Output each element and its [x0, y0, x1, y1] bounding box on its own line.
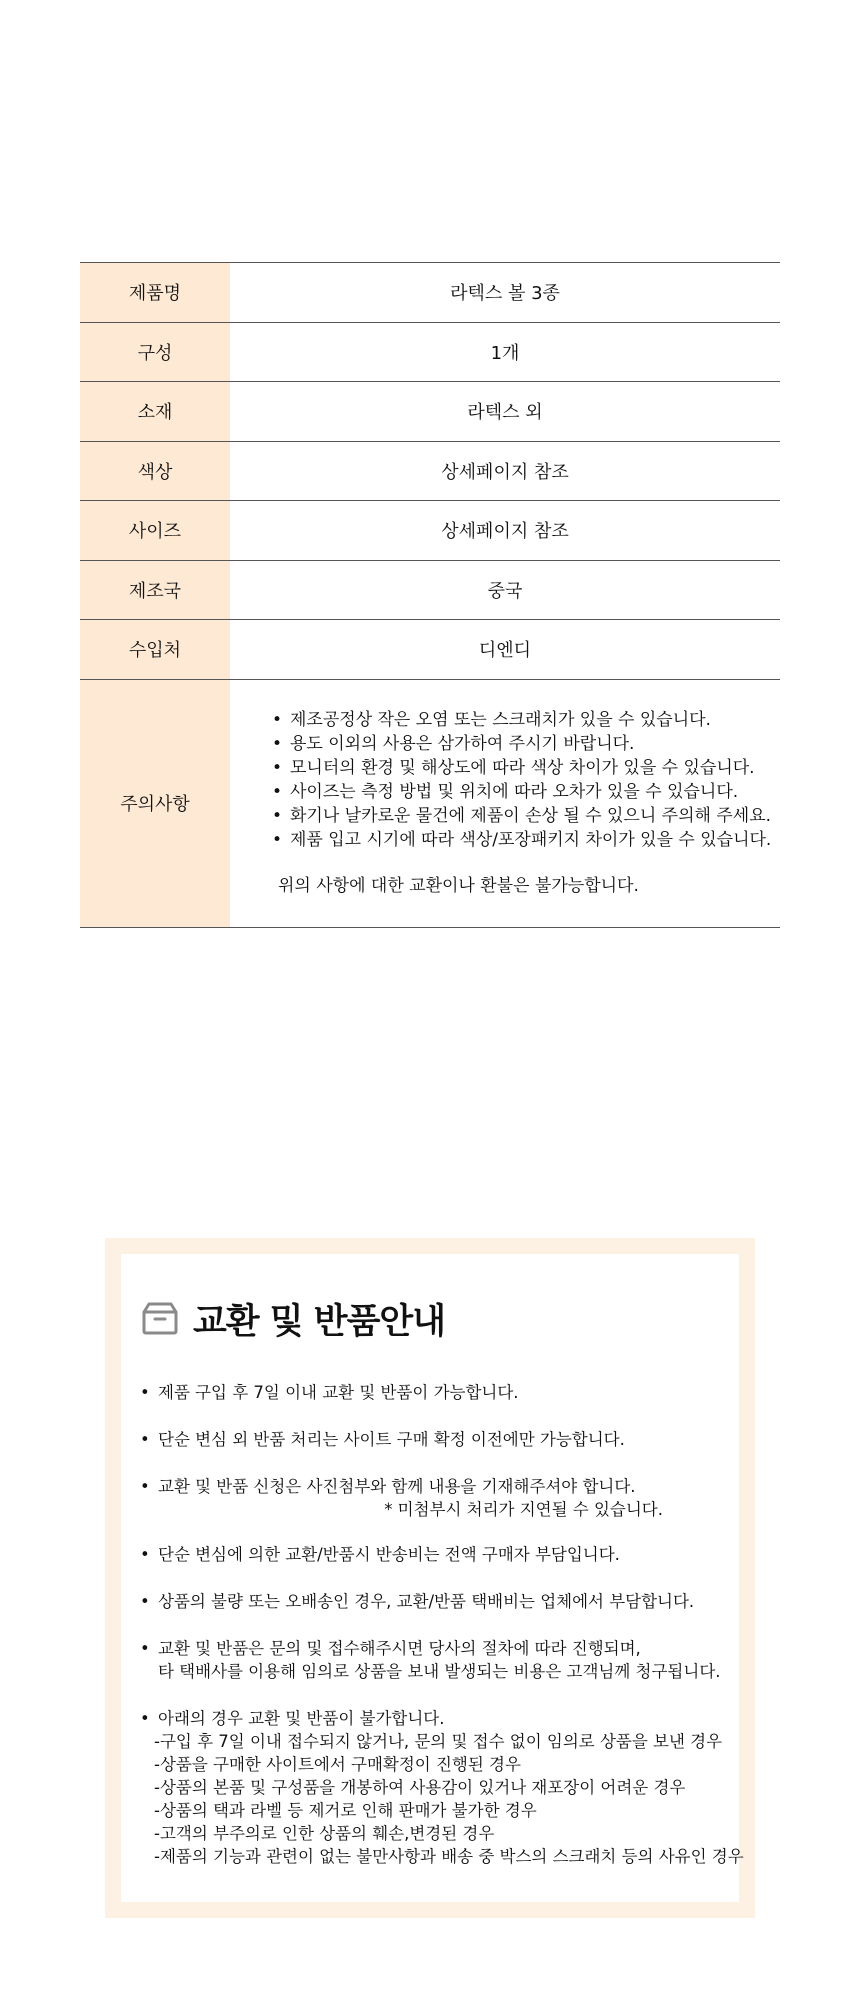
- exchange-header: [141, 1294, 445, 1344]
- exclusion-item: -고객의 부주의로 인한 상품의 훼손,변경된 경우: [154, 1824, 495, 1843]
- spec-row-country: [80, 560, 780, 620]
- spec-label: 구성: [80, 322, 230, 382]
- exchange-item: • 단순 변심 외 반품 처리는 사이트 구매 확정 이전에만 가능합니다.: [140, 1428, 740, 1451]
- exclusion-item: -제품의 기능과 관련이 없는 불만사항과 배송 중 박스의 스크래치 등의 사유인 경우: [154, 1847, 744, 1866]
- exchange-list: [140, 1381, 744, 1892]
- precaution-item: • 화기나 날카로운 물건에 제품이 손상 될 수 있으니 주의해 주세요.: [272, 804, 780, 828]
- spec-value: 라텍스 볼 3종: [230, 263, 780, 323]
- spec-label: 주의사항: [80, 679, 230, 927]
- exchange-item: • 상품의 불량 또는 오배송인 경우, 교환/반품 택배비는 업체에서 부담합니다.: [140, 1590, 740, 1613]
- spec-value: 중국: [230, 560, 780, 620]
- spec-label: 제품명: [80, 263, 230, 323]
- exchange-item: • 제품 구입 후 7일 이내 교환 및 반품이 가능합니다.: [140, 1381, 740, 1404]
- spec-label: 제조국: [80, 560, 230, 620]
- exclusion-item: -상품의 택과 라벨 등 제거로 인해 판매가 불가한 경우: [154, 1801, 537, 1820]
- box-icon: [141, 1298, 193, 1340]
- spec-row-precautions: [80, 679, 780, 927]
- exchange-title: 교환 및 반품안내: [193, 1302, 446, 1342]
- precaution-item: • 제품 입고 시기에 따라 색상/포장패키지 차이가 있을 수 있습니다.: [272, 828, 780, 852]
- spec-row-importer: [80, 620, 780, 680]
- spec-label: 수입처: [80, 620, 230, 680]
- exchange-item: • 교환 및 반품은 문의 및 접수해주시면 당사의 절차에 따라 진행되며, 타 택배사를 이용해 임의로 상품을 보내 발생되는 비용은 고객님께 청구됩니다.: [140, 1637, 740, 1683]
- exchange-return-content: [121, 1254, 744, 1902]
- spec-row-color: [80, 441, 780, 501]
- precautions-cell: [230, 679, 780, 927]
- exchange-item: • 아래의 경우 교환 및 반품이 불가합니다. -구입 후 7일 이내 접수되지 않거나, 문의 및 접수 없이 임의로 상품을 보낸 경우 -상품을 구매한 사이트에서 구매확정이 진행된 경우 -상품의 본품 및 구성품을 개봉하여 사용감이 있거나 재포장이 어려운 경우 -상품의 택과 라벨 등 제거로 인해 판매가 불가한 경우 -고객의 부주의로 인한 상품의 훼손,변경된 경우 -제품의 기능과 관련이 없는 불만사항과 배송 중 박스의 스크래치 등의 사유인 경우: [140, 1707, 740, 1868]
- spec-row-material: [80, 382, 780, 442]
- exchange-item: • 교환 및 반품 신청은 사진첨부와 함께 내용을 기재해주셔야 합니다. * 미첨부시 처리가 지연될 수 있습니다.: [140, 1475, 740, 1521]
- exclusion-item: -구입 후 7일 이내 접수되지 않거나, 문의 및 접수 없이 임의로 상품을 보낸 경우: [154, 1732, 723, 1751]
- spec-value: 상세페이지 참조: [230, 501, 780, 561]
- spec-row-name: [80, 263, 780, 323]
- precaution-item: • 제조공정상 작은 오염 또는 스크래치가 있을 수 있습니다.: [272, 708, 780, 732]
- spec-value: 상세페이지 참조: [230, 441, 780, 501]
- spec-row-composition: [80, 322, 780, 382]
- precautions-list: [230, 708, 780, 852]
- exclusion-item: -상품을 구매한 사이트에서 구매확정이 진행된 경우: [154, 1755, 521, 1774]
- exchange-item-note: * 미첨부시 처리가 지연될 수 있습니다.: [384, 1500, 663, 1519]
- precaution-item: • 용도 이외의 사용은 삼가하여 주시기 바랍니다.: [272, 732, 780, 756]
- spec-label: 색상: [80, 441, 230, 501]
- product-spec-table: [80, 262, 780, 928]
- spec-value: 디엔디: [230, 620, 780, 680]
- exchange-item-line2: 타 택배사를 이용해 임의로 상품을 보내 발생되는 비용은 고객님께 청구됩니다.: [158, 1662, 721, 1681]
- exchange-return-panel: [105, 1238, 755, 1918]
- precautions-footer: 위의 사항에 대한 교환이나 환불은 불가능합니다.: [278, 876, 639, 896]
- exclusion-item: -상품의 본품 및 구성품을 개봉하여 사용감이 있거나 재포장이 어려운 경우: [154, 1778, 686, 1797]
- spec-value: 라텍스 외: [230, 382, 780, 442]
- spec-row-size: [80, 501, 780, 561]
- exchange-item: • 단순 변심에 의한 교환/반품시 반송비는 전액 구매자 부담입니다.: [140, 1543, 740, 1566]
- spec-value: 1개: [230, 322, 780, 382]
- precaution-item: • 모니터의 환경 및 해상도에 따라 색상 차이가 있을 수 있습니다.: [272, 756, 780, 780]
- spec-label: 소재: [80, 382, 230, 442]
- precaution-item: • 사이즈는 측정 방법 및 위치에 따라 오차가 있을 수 있습니다.: [272, 780, 780, 804]
- spec-label: 사이즈: [80, 501, 230, 561]
